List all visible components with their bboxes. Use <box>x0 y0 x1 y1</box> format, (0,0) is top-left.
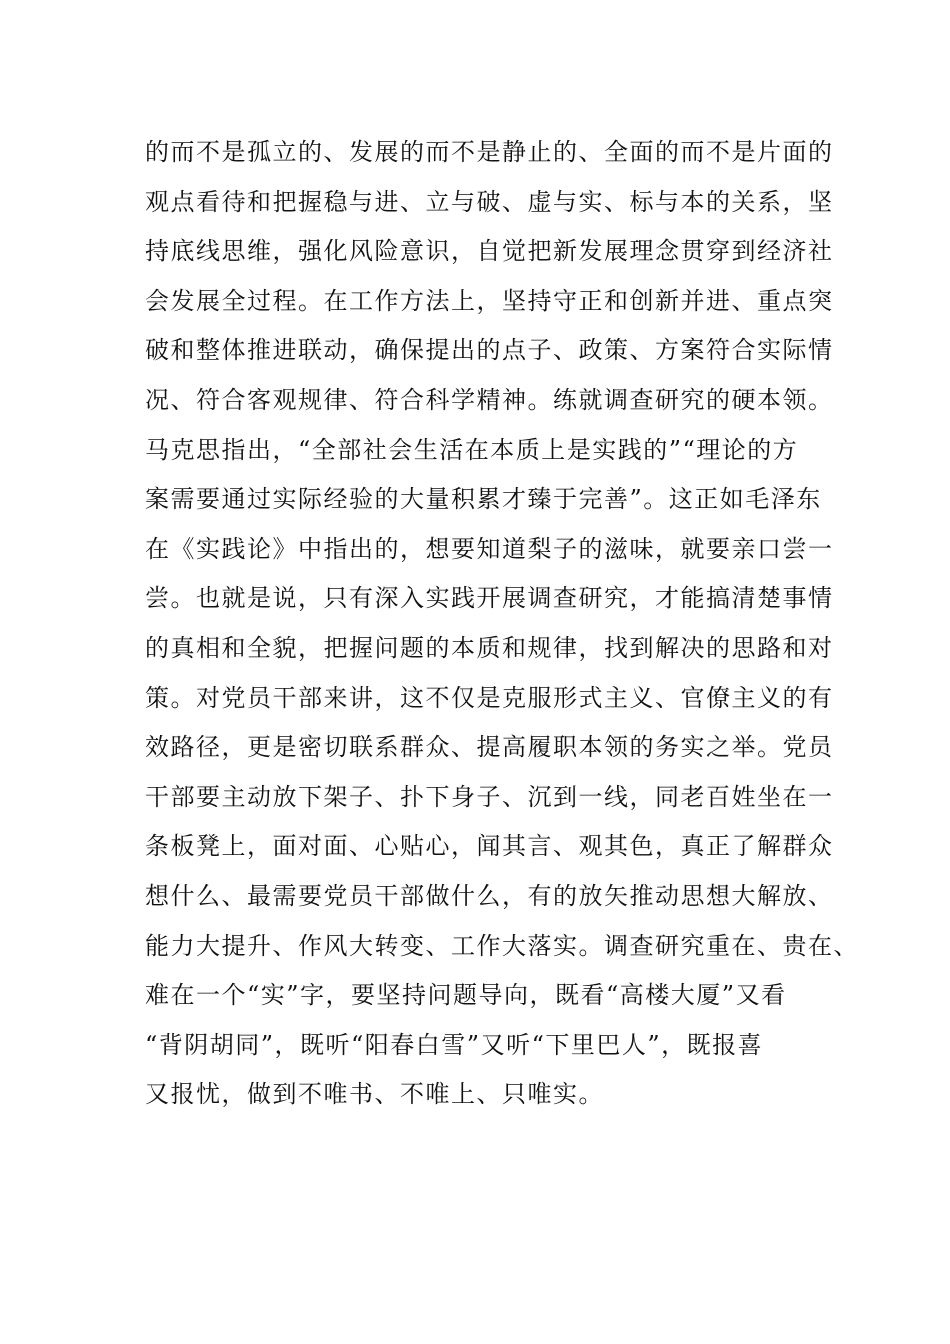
body-text <box>145 128 859 1120</box>
text-line: 马克思指出，“全部社会生活在本质上是实践的”“理论的方 <box>145 435 799 464</box>
text-line: 尝。也就是说，只有深入实践开展调查研究，才能搞清楚事情 <box>145 584 834 613</box>
text-line: 观点看待和把握稳与进、立与破、虚与实、标与本的关系，坚 <box>145 187 834 216</box>
text-line: 干部要主动放下架子、扑下身子、沉到一线，同老百姓坐在一 <box>145 782 834 811</box>
text-line: 效路径，更是密切联系群众、提高履职本领的务实之举。党员 <box>145 733 834 762</box>
text-line: 在《实践论》中指出的，想要知道梨子的滋味，就要亲口尝一 <box>145 534 834 563</box>
text-line: 况、符合客观规律、符合科学精神。练就调查研究的硬本领。 <box>145 385 834 414</box>
text-line: 难在一个“实”字，要坚持问题导向，既看“高楼大厦”又看 <box>145 981 787 1010</box>
text-line: 又报忧，做到不唯书、不唯上、只唯实。 <box>145 1080 604 1109</box>
text-line: 的而不是孤立的、发展的而不是静止的、全面的而不是片面的 <box>145 138 834 166</box>
text-line: “背阴胡同”，既听“阳春白雪”又听“下里巴人”，既报喜 <box>145 1030 764 1059</box>
text-line: 会发展全过程。在工作方法上，坚持守正和创新并进、重点突 <box>145 286 834 315</box>
text-line: 条板凳上，面对面、心贴心，闻其言、观其色，真正了解群众 <box>145 832 834 861</box>
text-line: 持底线思维，强化风险意识，自觉把新发展理念贯穿到经济社 <box>145 237 834 266</box>
text-line: 能力大提升、作风大转变、工作大落实。调查研究重在、贵在、 <box>145 931 859 960</box>
text-line: 案需要通过实际经验的大量积累才臻于完善”。这正如毛泽东 <box>145 485 822 514</box>
text-line: 想什么、最需要党员干部做什么，有的放矢推动思想大解放、 <box>145 881 834 910</box>
text-line: 策。对党员干部来讲，这不仅是克服形式主义、官僚主义的有 <box>145 683 834 712</box>
text-line: 破和整体推进联动，确保提出的点子、政策、方案符合实际情 <box>145 336 834 365</box>
text-line: 的真相和全貌，把握问题的本质和规律，找到解决的思路和对 <box>145 633 834 662</box>
